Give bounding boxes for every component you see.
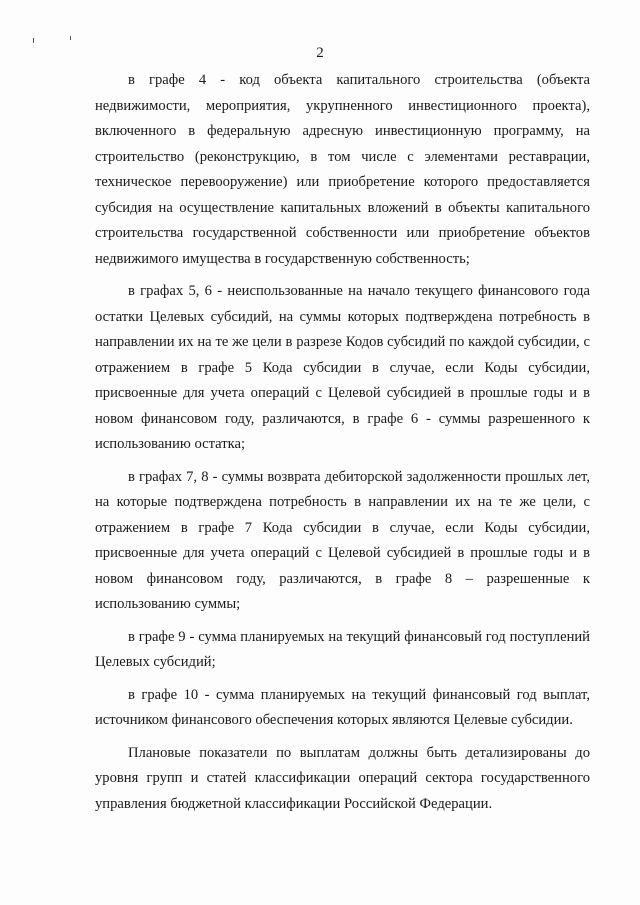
scan-speck: [33, 38, 34, 43]
paragraph: Плановые показатели по выплатам должны быть детализированы до уровня групп и статей классификации операций сектора государственного управления бюджетной классификации Российской Федерации.: [95, 744, 590, 812]
paragraph: в графах 5, 6 - неиспользованные на начало текущего финансового года остатки Целевых субсидий, на суммы которых подтверждена потребность в направлении их на те же цели в разрезе Кодов субсидий по каждой субсидии, с отражением в графе 5 Кода субсидии в случае, если Коды субсидии, присвоенные для учета операций с Целевой субсидией в прошлые годы и в новом финансовом году, различаются, в графе 6 - суммы разрешенного к использованию остатка;: [95, 283, 590, 452]
document-body: [95, 68, 590, 817]
paragraph: в графах 7, 8 - суммы возврата дебиторской задолженности прошлых лет, на которые подтверждена потребность в направлении их на те же цели, с отражением в графе 7 Кода субсидии в случае, если Коды субсидии, присвоенные для учета операций с Целевой субсидией в прошлые годы и в новом финансовом году, различаются, в графе 8 – разрешенные к использованию суммы;: [95, 468, 590, 612]
page-number: 2: [316, 45, 324, 61]
paragraph: в графе 4 - код объекта капитального строительства (объекта недвижимости, мероприятия, укрупненного инвестиционного проекта), включенного в федеральную адресную инвестиционную программу, на строительство (реконструкцию, в том числе с элементами реставрации, техническое перевооружение) или приобретение которого предоставляется субсидия на осуществление капитальных вложений в объекты капитального строительства государственной собственности или приобретение объектов недвижимого имущества в государственную собственность;: [95, 72, 590, 267]
paragraph: в графе 10 - сумма планируемых на текущий финансовый год выплат, источником финансового обеспечения которых являются Целевые субсидии.: [95, 686, 590, 728]
paragraph: в графе 9 - сумма планируемых на текущий финансовый год поступлений Целевых субсидий;: [95, 628, 590, 670]
scan-speck: [70, 36, 71, 40]
